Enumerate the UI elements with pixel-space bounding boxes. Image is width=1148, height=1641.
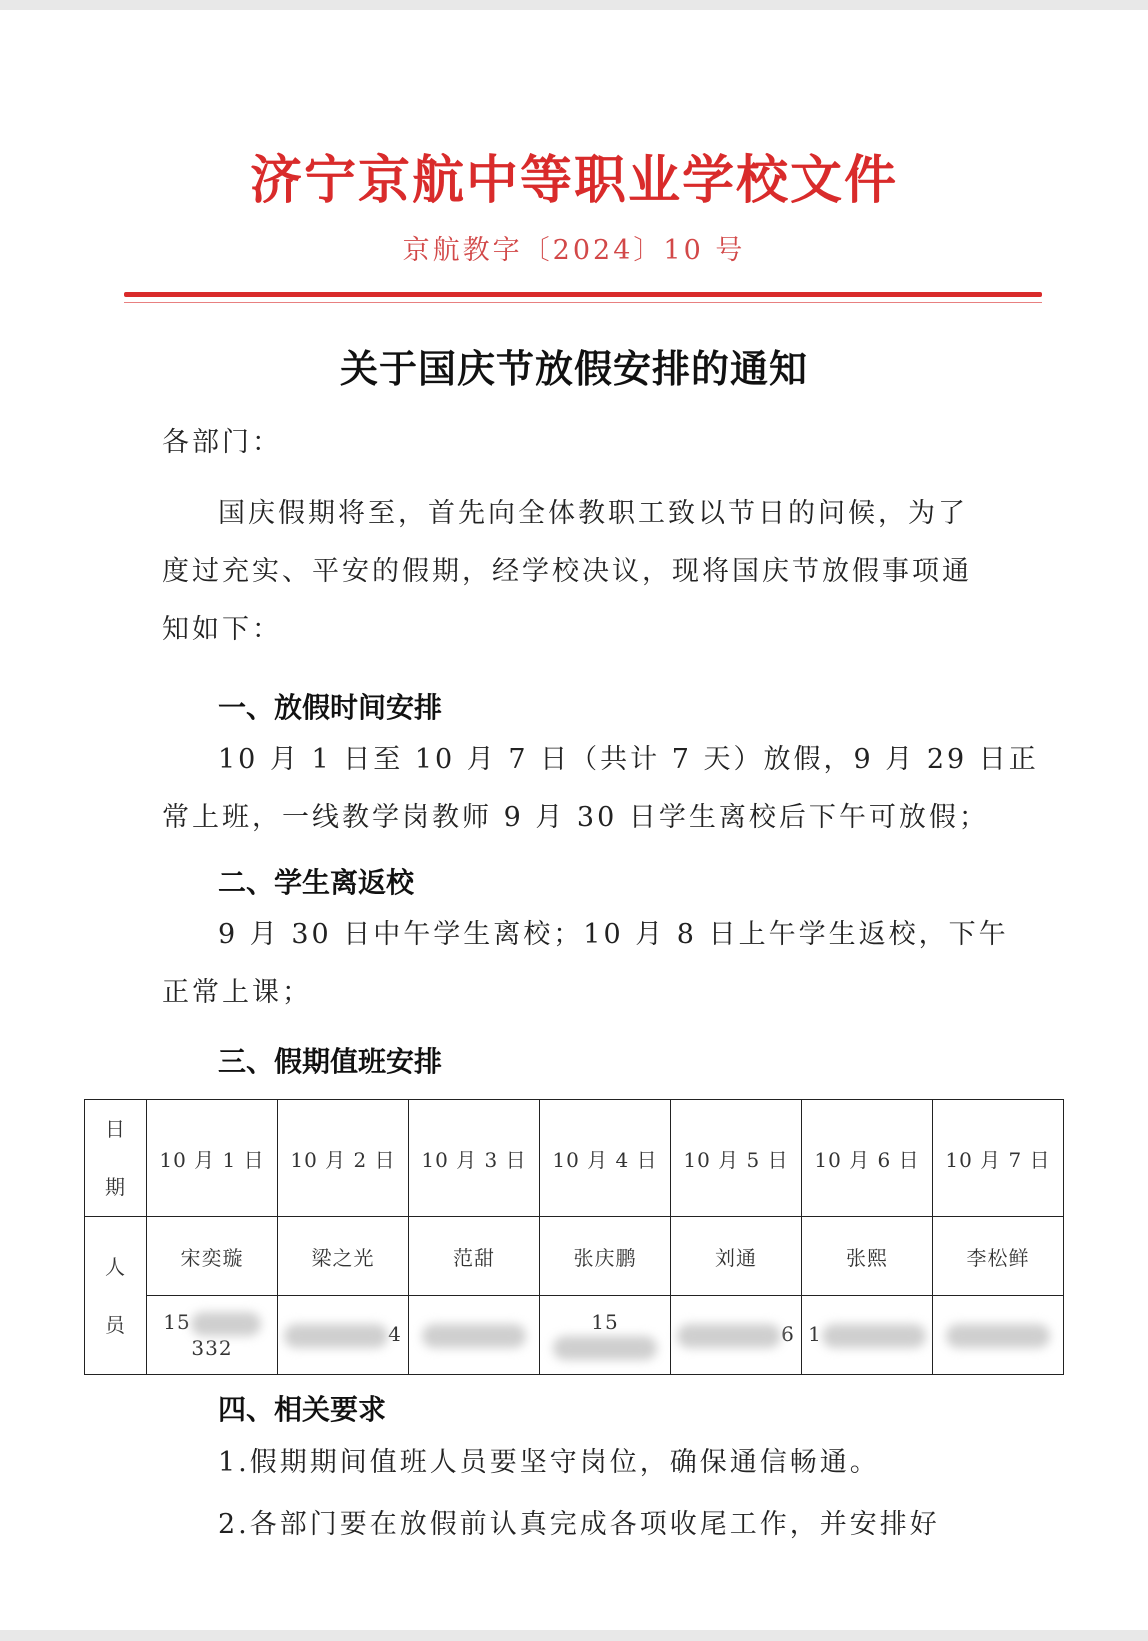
date-row [85, 1100, 1064, 1217]
date-cell: 10 月 4 日 [540, 1100, 671, 1217]
phone-prefix: 15 [163, 1310, 191, 1335]
staff-name-cell: 刘通 [671, 1217, 802, 1296]
staff-label-cell [85, 1217, 147, 1375]
intro-line-1: 国庆假期将至，首先向全体教职工致以节日的问候，为了 [218, 498, 968, 529]
date-label-char: 期 [105, 1175, 126, 1199]
date-cell: 10 月 1 日 [147, 1100, 278, 1217]
phone-cell [278, 1296, 409, 1375]
document-page [0, 10, 1148, 1630]
staff-name-cell: 宋奕璇 [147, 1217, 278, 1296]
red-divider-line [124, 292, 1042, 297]
section-2-line-2: 正常上课； [162, 977, 312, 1008]
phone-cell [933, 1296, 1064, 1375]
phone-cell [147, 1296, 278, 1375]
redaction-blur [946, 1324, 1050, 1348]
section-4-line-2: 2.各部门要在放假前认真完成各项收尾工作，并安排好 [218, 1509, 940, 1540]
redaction-blur [191, 1312, 261, 1336]
date-cell: 10 月 2 日 [278, 1100, 409, 1217]
section-1-line-1: 10 月 1 日至 10 月 7 日（共计 7 天）放假，9 月 29 日正 [218, 744, 1039, 775]
staff-name-cell: 张熙 [802, 1217, 933, 1296]
staff-name-cell: 张庆鹏 [540, 1217, 671, 1296]
date-cell: 10 月 6 日 [802, 1100, 933, 1217]
notice-title: 关于国庆节放假安排的通知 [339, 347, 808, 391]
redaction-blur [284, 1324, 388, 1348]
phone-cell [540, 1296, 671, 1375]
document-number: 京航教字〔2024〕10 号 [402, 235, 746, 266]
staff-label-char: 员 [105, 1312, 126, 1337]
staff-name-cell: 范甜 [409, 1217, 540, 1296]
staff-name-cell: 梁之光 [278, 1217, 409, 1296]
section-3-heading: 三、假期值班安排 [218, 1045, 443, 1078]
redaction-blur [553, 1336, 657, 1360]
phone-cell [409, 1296, 540, 1375]
section-1-heading: 一、放假时间安排 [218, 691, 443, 724]
date-label-cell [85, 1100, 147, 1217]
red-divider-thin-line [124, 302, 1042, 303]
duty-schedule-table [84, 1099, 1064, 1375]
intro-line-2: 度过充实、平安的假期，经学校决议，现将国庆节放假事项通 [162, 556, 972, 587]
staff-name-cell: 李松鲜 [933, 1217, 1064, 1296]
phone-cell [802, 1296, 933, 1375]
phone-prefix: 15 [591, 1310, 619, 1335]
date-cell: 10 月 5 日 [671, 1100, 802, 1217]
redaction-blur [677, 1324, 781, 1348]
phone-suffix: 6 [781, 1322, 795, 1347]
phone-prefix: 1 [808, 1322, 822, 1347]
date-cell: 10 月 3 日 [409, 1100, 540, 1217]
staff-phone-row [85, 1296, 1064, 1375]
date-cell: 10 月 7 日 [933, 1100, 1064, 1217]
intro-line-3: 知如下： [162, 614, 282, 645]
section-4-heading: 四、相关要求 [218, 1393, 387, 1426]
staff-label-char: 人 [105, 1254, 126, 1279]
salutation: 各部门： [162, 427, 282, 458]
redaction-blur [822, 1324, 926, 1348]
staff-name-row [85, 1217, 1064, 1296]
section-1-line-2: 常上班，一线教学岗教师 9 月 30 日学生离校后下午可放假； [162, 802, 989, 833]
phone-suffix: 332 [191, 1335, 233, 1360]
redaction-blur [422, 1324, 526, 1348]
school-file-title: 济宁京航中等职业学校文件 [249, 151, 898, 211]
section-2-line-1: 9 月 30 日中午学生离校；10 月 8 日上午学生返校，下午 [218, 919, 1009, 950]
section-2-heading: 二、学生离返校 [218, 866, 415, 899]
date-label-char: 日 [105, 1117, 126, 1141]
phone-suffix: 4 [388, 1322, 402, 1347]
section-4-line-1: 1.假期期间值班人员要坚守岗位，确保通信畅通。 [218, 1447, 880, 1478]
phone-cell [671, 1296, 802, 1375]
